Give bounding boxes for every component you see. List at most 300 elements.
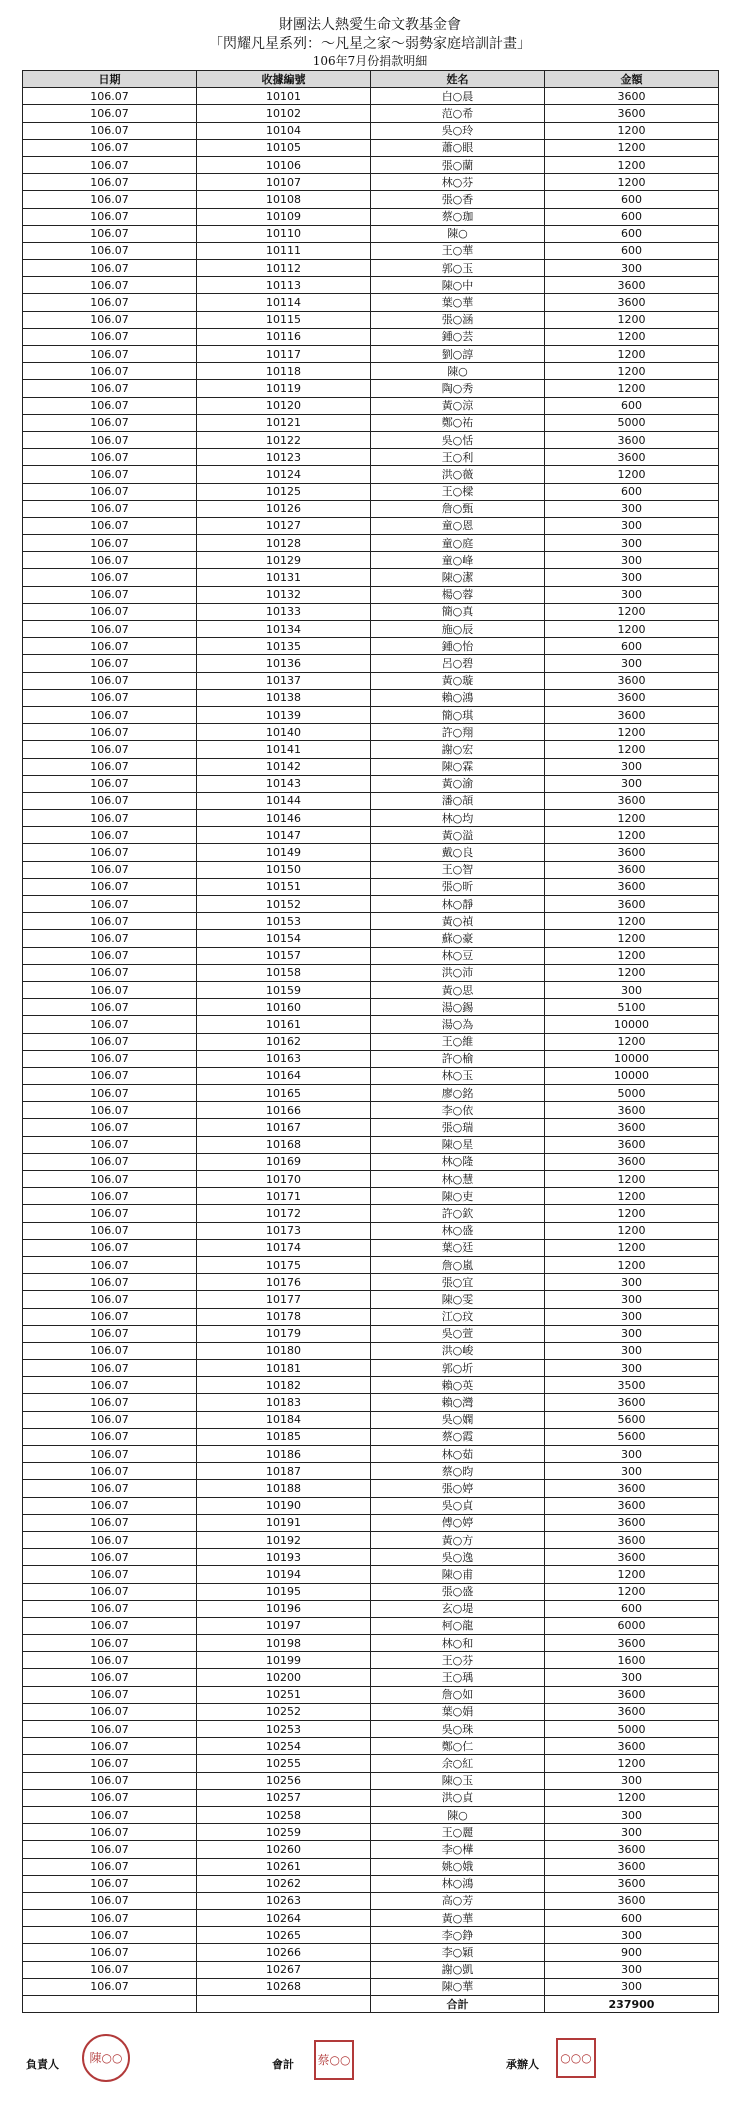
cell-date: 106.07 — [23, 260, 197, 277]
cell-date: 106.07 — [23, 1325, 197, 1342]
table-row — [23, 1617, 719, 1634]
cell-date: 106.07 — [23, 1910, 197, 1927]
table-row — [23, 1875, 719, 1892]
cell-name: 鄭○仁 — [371, 1738, 545, 1755]
cell-amount: 3600 — [545, 294, 719, 311]
cell-receipt-no: 10252 — [197, 1703, 371, 1720]
cell-amount: 3500 — [545, 1377, 719, 1394]
table-row — [23, 1549, 719, 1566]
table-row — [23, 139, 719, 156]
cell-name: 陶○秀 — [371, 380, 545, 397]
table-row — [23, 638, 719, 655]
column-header-name: 姓名 — [371, 71, 545, 88]
cell-name: 施○辰 — [371, 621, 545, 638]
cell-amount: 1200 — [545, 810, 719, 827]
cell-name: 林○玉 — [371, 1067, 545, 1084]
cell-name: 黃○思 — [371, 981, 545, 998]
cell-receipt-no: 10127 — [197, 517, 371, 534]
table-row — [23, 1291, 719, 1308]
cell-receipt-no: 10259 — [197, 1824, 371, 1841]
cell-date: 106.07 — [23, 242, 197, 259]
cell-name: 李○樺 — [371, 1841, 545, 1858]
total-cell-empty — [23, 1996, 197, 2013]
table-row — [23, 1239, 719, 1256]
cell-receipt-no: 10194 — [197, 1566, 371, 1583]
cell-name: 張○宜 — [371, 1274, 545, 1291]
table-row — [23, 844, 719, 861]
cell-date: 106.07 — [23, 1342, 197, 1359]
cell-date: 106.07 — [23, 156, 197, 173]
cell-name: 余○紅 — [371, 1755, 545, 1772]
cell-receipt-no: 10150 — [197, 861, 371, 878]
table-row — [23, 1961, 719, 1978]
cell-date: 106.07 — [23, 603, 197, 620]
cell-name: 吳○嫻 — [371, 1411, 545, 1428]
table-row — [23, 483, 719, 500]
cell-date: 106.07 — [23, 999, 197, 1016]
cell-date: 106.07 — [23, 930, 197, 947]
cell-date: 106.07 — [23, 1119, 197, 1136]
cell-receipt-no: 10166 — [197, 1102, 371, 1119]
cell-name: 蘇○豪 — [371, 930, 545, 947]
cell-receipt-no: 10256 — [197, 1772, 371, 1789]
cell-date: 106.07 — [23, 896, 197, 913]
table-row — [23, 792, 719, 809]
table-row — [23, 586, 719, 603]
cell-name: 林○靜 — [371, 896, 545, 913]
cell-date: 106.07 — [23, 1686, 197, 1703]
cell-amount: 300 — [545, 1772, 719, 1789]
cell-receipt-no: 10196 — [197, 1600, 371, 1617]
cell-date: 106.07 — [23, 277, 197, 294]
table-row — [23, 105, 719, 122]
table-row — [23, 1738, 719, 1755]
cell-date: 106.07 — [23, 1256, 197, 1273]
cell-receipt-no: 10144 — [197, 792, 371, 809]
cell-receipt-no: 10262 — [197, 1875, 371, 1892]
cell-amount: 3600 — [545, 1531, 719, 1548]
cell-name: 張○婷 — [371, 1480, 545, 1497]
cell-receipt-no: 10147 — [197, 827, 371, 844]
accountant-seal-stamp — [314, 2040, 354, 2080]
cell-date: 106.07 — [23, 981, 197, 998]
cell-amount: 600 — [545, 1600, 719, 1617]
cell-date: 106.07 — [23, 775, 197, 792]
cell-name: 黃○禎 — [371, 913, 545, 930]
cell-name: 陳○霖 — [371, 758, 545, 775]
cell-receipt-no: 10178 — [197, 1308, 371, 1325]
cell-name: 范○希 — [371, 105, 545, 122]
table-row — [23, 913, 719, 930]
table-row — [23, 1102, 719, 1119]
cell-amount: 3600 — [545, 689, 719, 706]
cell-amount: 5000 — [545, 1085, 719, 1102]
table-row — [23, 1205, 719, 1222]
cell-receipt-no: 10265 — [197, 1927, 371, 1944]
table-row — [23, 1566, 719, 1583]
cell-receipt-no: 10164 — [197, 1067, 371, 1084]
cell-receipt-no: 10125 — [197, 483, 371, 500]
cell-amount: 1200 — [545, 827, 719, 844]
table-row — [23, 1978, 719, 1995]
table-row — [23, 225, 719, 242]
cell-date: 106.07 — [23, 1858, 197, 1875]
table-row — [23, 1342, 719, 1359]
table-row — [23, 1428, 719, 1445]
cell-amount: 300 — [545, 535, 719, 552]
table-row — [23, 1016, 719, 1033]
cell-amount: 1200 — [545, 466, 719, 483]
cell-date: 106.07 — [23, 638, 197, 655]
cell-amount: 1200 — [545, 1583, 719, 1600]
cell-amount: 1200 — [545, 122, 719, 139]
cell-name: 吳○恬 — [371, 431, 545, 448]
cell-date: 106.07 — [23, 1085, 197, 1102]
cell-name: 高○芳 — [371, 1892, 545, 1909]
table-row — [23, 741, 719, 758]
cell-date: 106.07 — [23, 1463, 197, 1480]
total-value: 237900 — [545, 1996, 719, 2013]
cell-receipt-no: 10162 — [197, 1033, 371, 1050]
table-row — [23, 981, 719, 998]
cell-receipt-no: 10132 — [197, 586, 371, 603]
cell-amount: 300 — [545, 758, 719, 775]
cell-date: 106.07 — [23, 1617, 197, 1634]
table-row — [23, 827, 719, 844]
table-row — [23, 277, 719, 294]
cell-date: 106.07 — [23, 689, 197, 706]
cell-date: 106.07 — [23, 569, 197, 586]
cell-name: 林○和 — [371, 1635, 545, 1652]
cell-receipt-no: 10109 — [197, 208, 371, 225]
table-row — [23, 1067, 719, 1084]
cell-amount: 3600 — [545, 1102, 719, 1119]
cell-date: 106.07 — [23, 1067, 197, 1084]
cell-amount: 1200 — [545, 1171, 719, 1188]
cell-name: 葉○娟 — [371, 1703, 545, 1720]
cell-amount: 3600 — [545, 1875, 719, 1892]
table-row — [23, 414, 719, 431]
cell-date: 106.07 — [23, 878, 197, 895]
cell-receipt-no: 10188 — [197, 1480, 371, 1497]
table-row — [23, 1153, 719, 1170]
cell-receipt-no: 10119 — [197, 380, 371, 397]
program-title: 「閃耀凡星系列：～凡星之家～弱勢家庭培訓計畫」 — [209, 36, 531, 52]
table-row — [23, 1755, 719, 1772]
cell-receipt-no: 10146 — [197, 810, 371, 827]
cell-receipt-no: 10193 — [197, 1549, 371, 1566]
cell-date: 106.07 — [23, 1875, 197, 1892]
seal-text: 陳○○ — [89, 2050, 123, 2065]
cell-amount: 1600 — [545, 1652, 719, 1669]
cell-amount: 600 — [545, 208, 719, 225]
cell-receipt-no: 10137 — [197, 672, 371, 689]
cell-receipt-no: 10122 — [197, 431, 371, 448]
cell-date: 106.07 — [23, 1428, 197, 1445]
cell-amount: 300 — [545, 1806, 719, 1823]
cell-receipt-no: 10170 — [197, 1171, 371, 1188]
cell-receipt-no: 10114 — [197, 294, 371, 311]
cell-name: 洪○薇 — [371, 466, 545, 483]
cell-date: 106.07 — [23, 1635, 197, 1652]
cell-receipt-no: 10195 — [197, 1583, 371, 1600]
cell-receipt-no: 10258 — [197, 1806, 371, 1823]
cell-date: 106.07 — [23, 844, 197, 861]
cell-amount: 600 — [545, 242, 719, 259]
table-row — [23, 655, 719, 672]
cell-name: 葉○廷 — [371, 1239, 545, 1256]
cell-name: 湯○錫 — [371, 999, 545, 1016]
cell-receipt-no: 10174 — [197, 1239, 371, 1256]
cell-name: 林○芬 — [371, 174, 545, 191]
cell-date: 106.07 — [23, 397, 197, 414]
signature-label-director: 負責人 — [26, 2058, 59, 2071]
table-row — [23, 603, 719, 620]
cell-amount: 1200 — [545, 1033, 719, 1050]
cell-date: 106.07 — [23, 861, 197, 878]
cell-date: 106.07 — [23, 1514, 197, 1531]
cell-date: 106.07 — [23, 1446, 197, 1463]
cell-receipt-no: 10105 — [197, 139, 371, 156]
table-row — [23, 1824, 719, 1841]
cell-name: 蔡○珈 — [371, 208, 545, 225]
cell-date: 106.07 — [23, 1978, 197, 1995]
cell-name: 林○茹 — [371, 1446, 545, 1463]
cell-date: 106.07 — [23, 1669, 197, 1686]
cell-amount: 3600 — [545, 1136, 719, 1153]
cell-date: 106.07 — [23, 1033, 197, 1050]
cell-receipt-no: 10141 — [197, 741, 371, 758]
cell-date: 106.07 — [23, 1222, 197, 1239]
cell-receipt-no: 10167 — [197, 1119, 371, 1136]
cell-receipt-no: 10157 — [197, 947, 371, 964]
cell-amount: 3600 — [545, 1394, 719, 1411]
table-row — [23, 1308, 719, 1325]
cell-date: 106.07 — [23, 1944, 197, 1961]
cell-receipt-no: 10142 — [197, 758, 371, 775]
cell-amount: 1200 — [545, 724, 719, 741]
cell-name: 張○香 — [371, 191, 545, 208]
table-row — [23, 896, 719, 913]
cell-name: 黃○璇 — [371, 672, 545, 689]
cell-receipt-no: 10257 — [197, 1789, 371, 1806]
table-body — [23, 88, 719, 1996]
cell-receipt-no: 10187 — [197, 1463, 371, 1480]
cell-name: 童○恩 — [371, 517, 545, 534]
table-row — [23, 1274, 719, 1291]
document-header — [0, 16, 740, 69]
cell-amount: 300 — [545, 655, 719, 672]
table-row — [23, 346, 719, 363]
cell-date: 106.07 — [23, 1274, 197, 1291]
cell-amount: 1200 — [545, 1789, 719, 1806]
cell-date: 106.07 — [23, 964, 197, 981]
cell-date: 106.07 — [23, 1153, 197, 1170]
cell-name: 賴○灣 — [371, 1394, 545, 1411]
cell-amount: 300 — [545, 1927, 719, 1944]
cell-amount: 300 — [545, 1824, 719, 1841]
cell-name: 黃○涼 — [371, 397, 545, 414]
cell-amount: 3600 — [545, 431, 719, 448]
table-row — [23, 724, 719, 741]
table-row — [23, 947, 719, 964]
cell-name: 蔡○霞 — [371, 1428, 545, 1445]
table-row — [23, 1446, 719, 1463]
cell-date: 106.07 — [23, 1789, 197, 1806]
cell-date: 106.07 — [23, 1566, 197, 1583]
cell-amount: 300 — [545, 1342, 719, 1359]
cell-amount: 1200 — [545, 363, 719, 380]
cell-receipt-no: 10200 — [197, 1669, 371, 1686]
cell-date: 106.07 — [23, 483, 197, 500]
cell-name: 王○瑀 — [371, 1669, 545, 1686]
cell-amount: 300 — [545, 260, 719, 277]
cell-amount: 600 — [545, 1910, 719, 1927]
cell-date: 106.07 — [23, 1652, 197, 1669]
cell-date: 106.07 — [23, 655, 197, 672]
table-row — [23, 1463, 719, 1480]
cell-name: 黃○華 — [371, 1910, 545, 1927]
cell-name: 黃○方 — [371, 1531, 545, 1548]
cell-name: 吳○玲 — [371, 122, 545, 139]
table-row — [23, 294, 719, 311]
table-row — [23, 1171, 719, 1188]
cell-date: 106.07 — [23, 1549, 197, 1566]
table-row — [23, 191, 719, 208]
cell-amount: 1200 — [545, 964, 719, 981]
table-row — [23, 1050, 719, 1067]
table-row — [23, 1910, 719, 1927]
cell-amount: 5100 — [545, 999, 719, 1016]
cell-name: 謝○凱 — [371, 1961, 545, 1978]
table-row — [23, 706, 719, 723]
cell-date: 106.07 — [23, 1016, 197, 1033]
cell-date: 106.07 — [23, 1291, 197, 1308]
cell-name: 洪○峻 — [371, 1342, 545, 1359]
cell-amount: 1200 — [545, 156, 719, 173]
cell-receipt-no: 10124 — [197, 466, 371, 483]
cell-name: 洪○貞 — [371, 1789, 545, 1806]
cell-receipt-no: 10123 — [197, 449, 371, 466]
cell-amount: 3600 — [545, 105, 719, 122]
cell-receipt-no: 10159 — [197, 981, 371, 998]
cell-name: 張○瑞 — [371, 1119, 545, 1136]
cell-name: 柯○龍 — [371, 1617, 545, 1634]
cell-receipt-no: 10192 — [197, 1531, 371, 1548]
cell-name: 鍾○怡 — [371, 638, 545, 655]
table-row — [23, 569, 719, 586]
table-row — [23, 1377, 719, 1394]
cell-receipt-no: 10254 — [197, 1738, 371, 1755]
cell-receipt-no: 10110 — [197, 225, 371, 242]
cell-amount: 5600 — [545, 1411, 719, 1428]
cell-date: 106.07 — [23, 1961, 197, 1978]
cell-date: 106.07 — [23, 1394, 197, 1411]
cell-name: 吳○珠 — [371, 1721, 545, 1738]
cell-receipt-no: 10118 — [197, 363, 371, 380]
cell-amount: 3600 — [545, 1514, 719, 1531]
cell-receipt-no: 10126 — [197, 500, 371, 517]
table-row — [23, 380, 719, 397]
cell-amount: 1200 — [545, 947, 719, 964]
table-row — [23, 1892, 719, 1909]
cell-name: 楊○蓉 — [371, 586, 545, 603]
table-row — [23, 861, 719, 878]
table-row — [23, 1514, 719, 1531]
cell-name: 許○榆 — [371, 1050, 545, 1067]
cell-name: 王○智 — [371, 861, 545, 878]
cell-amount: 300 — [545, 1463, 719, 1480]
cell-receipt-no: 10128 — [197, 535, 371, 552]
cell-name: 簡○琪 — [371, 706, 545, 723]
cell-receipt-no: 10134 — [197, 621, 371, 638]
cell-amount: 1200 — [545, 139, 719, 156]
seal-text: 蔡○○ — [317, 2052, 351, 2067]
cell-name: 王○維 — [371, 1033, 545, 1050]
cell-date: 106.07 — [23, 431, 197, 448]
cell-amount: 6000 — [545, 1617, 719, 1634]
cell-amount: 300 — [545, 1274, 719, 1291]
table-row — [23, 1772, 719, 1789]
cell-date: 106.07 — [23, 621, 197, 638]
cell-amount: 300 — [545, 552, 719, 569]
table-row — [23, 621, 719, 638]
cell-date: 106.07 — [23, 1583, 197, 1600]
table-row — [23, 964, 719, 981]
cell-amount: 300 — [545, 1446, 719, 1463]
table-row — [23, 999, 719, 1016]
cell-date: 106.07 — [23, 1205, 197, 1222]
cell-date: 106.07 — [23, 174, 197, 191]
cell-name: 蕭○眼 — [371, 139, 545, 156]
cell-amount: 1200 — [545, 1256, 719, 1273]
cell-date: 106.07 — [23, 1308, 197, 1325]
cell-amount: 300 — [545, 1978, 719, 1995]
cell-amount: 900 — [545, 1944, 719, 1961]
cell-date: 106.07 — [23, 363, 197, 380]
cell-receipt-no: 10115 — [197, 311, 371, 328]
table-row — [23, 1256, 719, 1273]
cell-receipt-no: 10199 — [197, 1652, 371, 1669]
cell-amount: 300 — [545, 1308, 719, 1325]
cell-receipt-no: 10181 — [197, 1360, 371, 1377]
cell-receipt-no: 10261 — [197, 1858, 371, 1875]
cell-amount: 600 — [545, 397, 719, 414]
table-row — [23, 689, 719, 706]
cell-receipt-no: 10177 — [197, 1291, 371, 1308]
cell-amount: 300 — [545, 569, 719, 586]
cell-amount: 300 — [545, 1291, 719, 1308]
cell-date: 106.07 — [23, 500, 197, 517]
cell-receipt-no: 10263 — [197, 1892, 371, 1909]
cell-amount: 600 — [545, 191, 719, 208]
cell-name: 吳○逸 — [371, 1549, 545, 1566]
cell-receipt-no: 10165 — [197, 1085, 371, 1102]
cell-name: 許○翔 — [371, 724, 545, 741]
cell-date: 106.07 — [23, 191, 197, 208]
cell-amount: 300 — [545, 500, 719, 517]
cell-name: 李○穎 — [371, 1944, 545, 1961]
cell-receipt-no: 10153 — [197, 913, 371, 930]
cell-amount: 1200 — [545, 1566, 719, 1583]
cell-receipt-no: 10101 — [197, 88, 371, 105]
cell-amount: 300 — [545, 586, 719, 603]
cell-name: 王○利 — [371, 449, 545, 466]
cell-receipt-no: 10139 — [197, 706, 371, 723]
cell-name: 李○錚 — [371, 1927, 545, 1944]
cell-date: 106.07 — [23, 913, 197, 930]
cell-date: 106.07 — [23, 724, 197, 741]
